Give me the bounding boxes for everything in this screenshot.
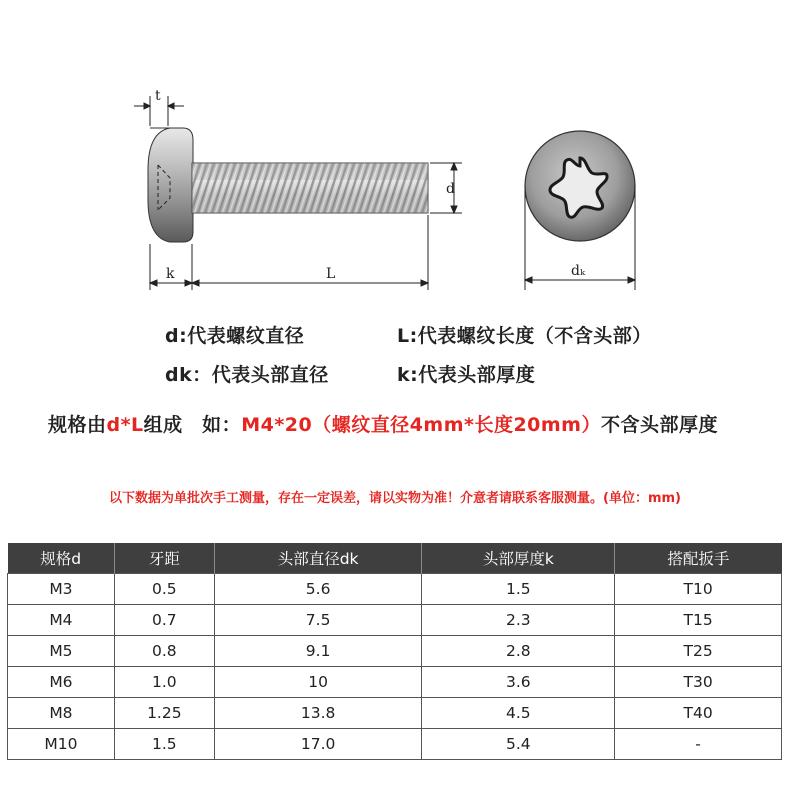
spec-table [7,543,782,760]
cell-wrench: T10 [615,574,782,605]
cell-size: M10 [8,729,115,760]
cell-head-thickness: 2.3 [422,605,615,636]
legend-k: k:代表头部厚度 [397,364,536,386]
cell-head-thickness: 5.4 [422,729,615,760]
cell-size: M4 [8,605,115,636]
cell-head-diameter: 9.1 [214,636,422,667]
cell-wrench: T25 [615,636,782,667]
screw-head-side [148,128,193,242]
label-dk: dₖ [571,263,586,279]
cell-pitch: 0.8 [114,636,214,667]
label-k: k [166,266,175,282]
spec-prefix: 规格由 [48,414,107,436]
screw-shaft [192,163,428,213]
spec-example: M4*20（螺纹直径4mm*长度20mm） [241,414,601,436]
label-L: L [326,266,336,282]
cell-head-thickness: 2.8 [422,636,615,667]
cell-wrench: T40 [615,698,782,729]
table-row [8,605,782,636]
cell-pitch: 1.5 [114,729,214,760]
table-row [8,729,782,760]
cell-size: M5 [8,636,115,667]
header-size: 规格d [8,543,115,574]
cell-wrench: T15 [615,605,782,636]
cell-head-diameter: 10 [214,667,422,698]
cell-size: M3 [8,574,115,605]
cell-pitch: 0.5 [114,574,214,605]
header-head-thickness: 头部厚度k [422,543,615,574]
legend-L: L:代表螺纹长度（不含头部） [397,325,652,347]
table-row [8,636,782,667]
screw-head-top [525,131,635,241]
screw-dimension-diagram [0,0,790,310]
spec-suffix: 组成 如： [143,414,242,436]
spec-note: 不含头部厚度 [600,414,718,436]
table-row [8,667,782,698]
cell-size: M6 [8,667,115,698]
spec-formula: d*L [106,414,144,436]
header-pitch: 牙距 [114,543,214,574]
measurement-notice: 以下数据为单批次手工测量，存在一定误差，请以实物为准！介意者请联系客服测量。(单位：mm) [109,491,681,506]
cell-head-diameter: 5.6 [214,574,422,605]
table-row [8,698,782,729]
cell-wrench: - [615,729,782,760]
cell-head-thickness: 1.5 [422,574,615,605]
cell-head-diameter: 13.8 [214,698,422,729]
legend-d: d:代表螺纹直径 [165,325,305,347]
legend-dk: dk：代表头部直径 [165,364,329,386]
cell-pitch: 0.7 [114,605,214,636]
header-wrench: 搭配扳手 [615,543,782,574]
cell-pitch: 1.25 [114,698,214,729]
table-row [8,574,782,605]
label-t: t [155,88,161,104]
cell-pitch: 1.0 [114,667,214,698]
header-head-diameter: 头部直径dk [214,543,422,574]
label-d: d [446,181,455,197]
spec-format-line [48,410,718,437]
cell-head-diameter: 17.0 [214,729,422,760]
table-header-row [8,543,782,574]
cell-size: M8 [8,698,115,729]
cell-head-thickness: 3.6 [422,667,615,698]
cell-wrench: T30 [615,667,782,698]
cell-head-diameter: 7.5 [214,605,422,636]
cell-head-thickness: 4.5 [422,698,615,729]
